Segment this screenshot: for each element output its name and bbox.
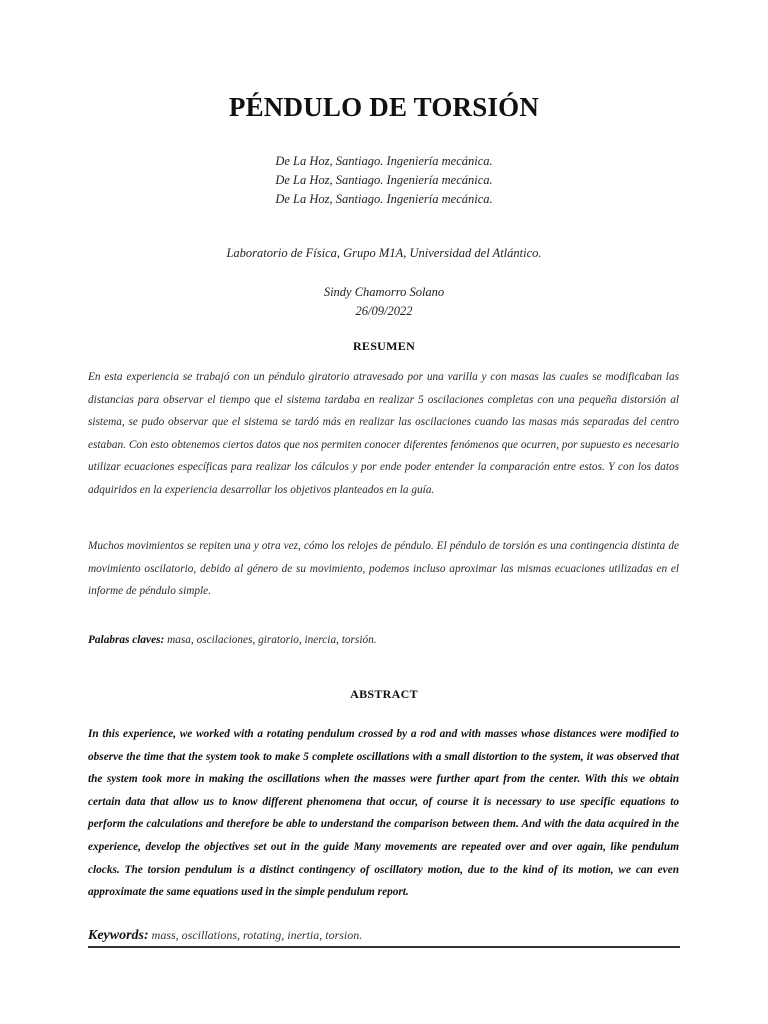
abstract-heading: ABSTRACT bbox=[350, 687, 418, 701]
author-line: De La Hoz, Santiago. Ingeniería mecánica. bbox=[275, 192, 493, 206]
resumen-paragraph-1: En esta experiencia se trabajó con un péndulo giratorio atravesado por una varilla y con masas las cuales se modificaban las distancias para observar el tiempo que el sistema tardaba en realizar 5 oscilaciones completas con una pequeña distorsión al sistema, se pudo observar que el sistema se tardó más en realizar las oscilaciones cuando las masas más separadas del centro estaban. Con esto obtenemos ciertos datos que nos permiten conocer diferentes fenómenos que ocurren, por supuesto es necesario utilizar ecuaciones específicas para realizar los cálculos y por ende poder entender la comparación entre estos. Y con los datos adquiridos en la experiencia desarrollar los objetivos planteados en la guía. bbox=[88, 371, 679, 496]
author-line: De La Hoz, Santiago. Ingeniería mecánica. bbox=[275, 173, 493, 187]
palabras-claves bbox=[88, 634, 377, 646]
abstract-paragraph: In this experience, we worked with a rotating pendulum crossed by a rod and with masses whose distances were modified to observe the time that the system took to make 5 complete oscillations with a small distortion to the system, it was observed that the system took more in making the oscillations when the masses were further apart from the center. With this we obtain certain data that allow us to know different phenomena that occur, of course it is necessary to use specific equations to perform the calculations and therefore be able to understand the comparison between them. And with the data acquired in the experience, develop the objectives set out in the guide Many movements are repeated over and over again, like pendulum clocks. The torsion pendulum is a distinct contingency of oscillatory motion, due to the kind of its motion, we can even approximate the same equations used in the simple pendulum report. bbox=[88, 728, 679, 899]
palabras-claves-list: masa, oscilaciones, giratorio, inercia, torsión. bbox=[164, 634, 377, 646]
affiliation: Laboratorio de Física, Grupo M1A, Universidad del Atlántico. bbox=[226, 246, 542, 260]
author-line: De La Hoz, Santiago. Ingeniería mecánica. bbox=[275, 154, 493, 168]
paper-title: PÉNDULO DE TORSIÓN bbox=[228, 92, 540, 122]
author-list bbox=[0, 152, 768, 209]
horizontal-rule bbox=[88, 946, 680, 948]
keywords-en-list: mass, oscillations, rotating, inertia, torsion. bbox=[148, 928, 363, 942]
report-date: 26/09/2022 bbox=[355, 304, 413, 318]
teacher-name: Sindy Chamorro Solano bbox=[323, 285, 445, 299]
teacher-block bbox=[0, 283, 768, 321]
keywords-en-label: Keywords: bbox=[88, 928, 149, 943]
resumen-heading: RESUMEN bbox=[352, 339, 416, 353]
resumen-paragraph-2: Muchos movimientos se repiten una y otra vez, cómo los relojes de péndulo. El péndulo de torsión es una contingencia distinta de movimiento oscilatorio, debido al género de su movimiento, podemos incluso aproximar las mismas ecuaciones utilizadas en el informe de péndulo simple. bbox=[88, 540, 679, 597]
keywords-en bbox=[88, 928, 362, 944]
palabras-claves-label: Palabras claves: bbox=[88, 634, 165, 646]
